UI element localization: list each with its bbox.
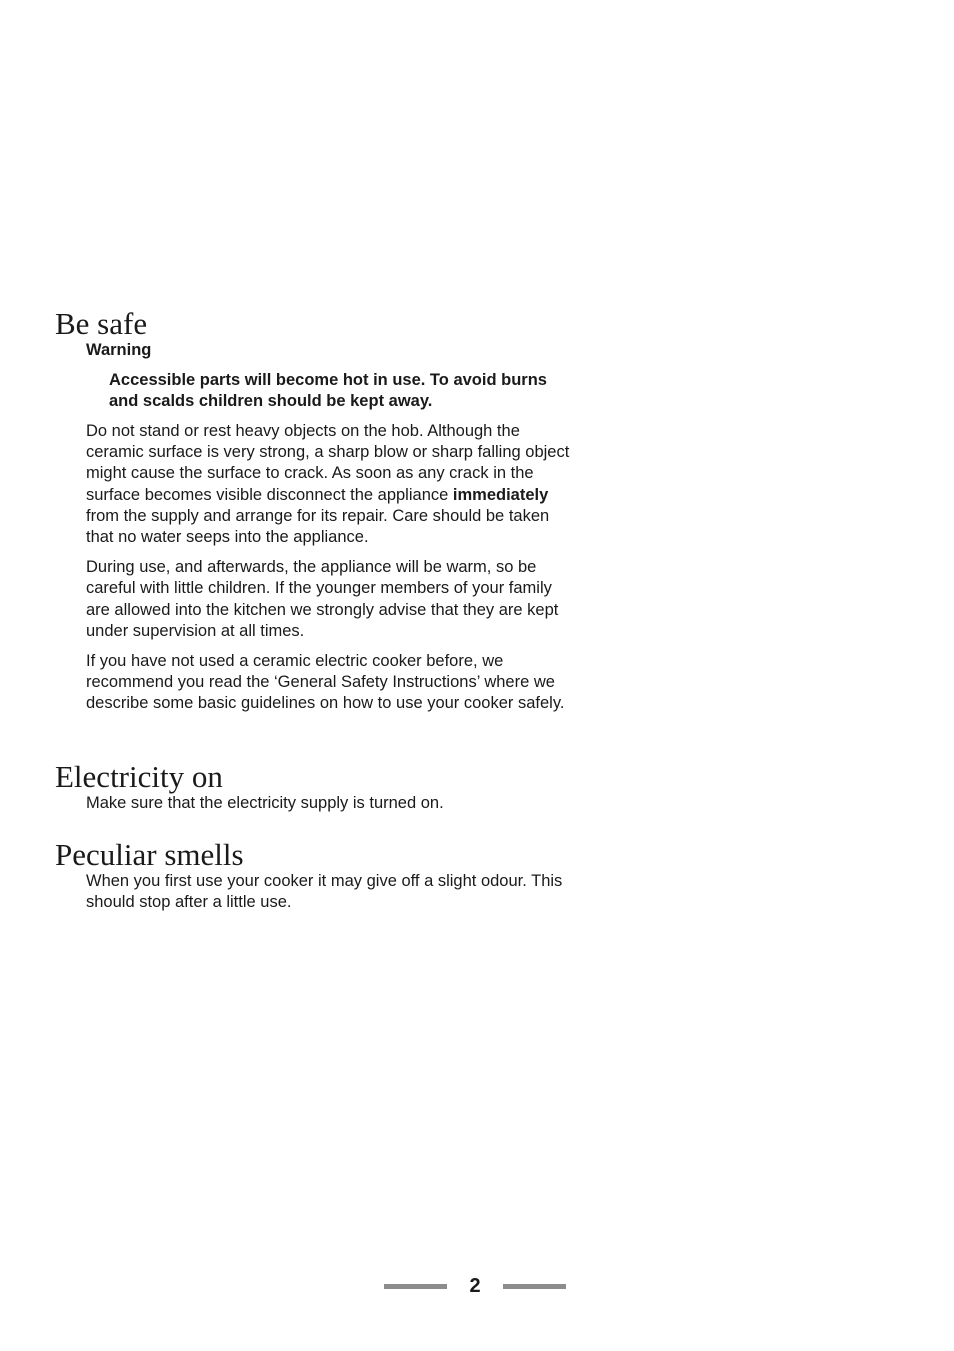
page-footer xyxy=(384,1273,566,1299)
footer-bar-left xyxy=(384,1284,447,1289)
warning-text: Accessible parts will become hot in use. To avoid burns and scalds children should be kept away. xyxy=(109,370,547,411)
section-heading-electricity-on: Electricity on xyxy=(55,759,223,794)
paragraph-children: During use, and afterwards, the appliance will be warm, so be careful with little children. If the younger members of your family are allowed into the kitchen we strongly advise that they are kept under supervision at all times. xyxy=(86,558,559,641)
section-body-electricity-on xyxy=(86,793,570,814)
section-body-peculiar-smells xyxy=(86,871,570,914)
section-peculiar-smells xyxy=(55,839,575,922)
warning-label: Warning xyxy=(86,341,152,359)
emphasis-immediately: immediately xyxy=(452,485,549,504)
page-number: 2 xyxy=(469,1275,481,1297)
footer-bar-right xyxy=(503,1284,566,1289)
paragraph-heavy-objects-text-2: from the supply and arrange for its repair. Care should be taken that no water seeps into the appliance. xyxy=(86,507,550,547)
paragraph-heavy-objects-text-1: Do not stand or rest heavy objects on the hob. Although the ceramic surface is very strong, a sharp blow or sharp falling object might cause the surface to crack. As soon as any crack in the surface becomes visible disconnect the appliance xyxy=(86,421,570,504)
paragraph-heavy-objects xyxy=(86,421,570,549)
paragraph-electricity-supply: Make sure that the electricity supply is turned on. xyxy=(86,794,444,812)
section-heading-be-safe: Be safe xyxy=(55,306,148,341)
section-electricity-on xyxy=(55,761,575,823)
paragraph-odour: When you first use your cooker it may give off a slight odour. This should stop after a little use. xyxy=(86,872,563,912)
paragraph-general-safety: If you have not used a ceramic electric cooker before, we recommend you read the ‘General Safety Instructions’ where we describe some basic guidelines on how to use your cooker safely. xyxy=(86,651,565,713)
section-be-safe xyxy=(55,308,575,723)
section-heading-peculiar-smells: Peculiar smells xyxy=(55,837,244,872)
section-body-be-safe xyxy=(86,340,570,715)
